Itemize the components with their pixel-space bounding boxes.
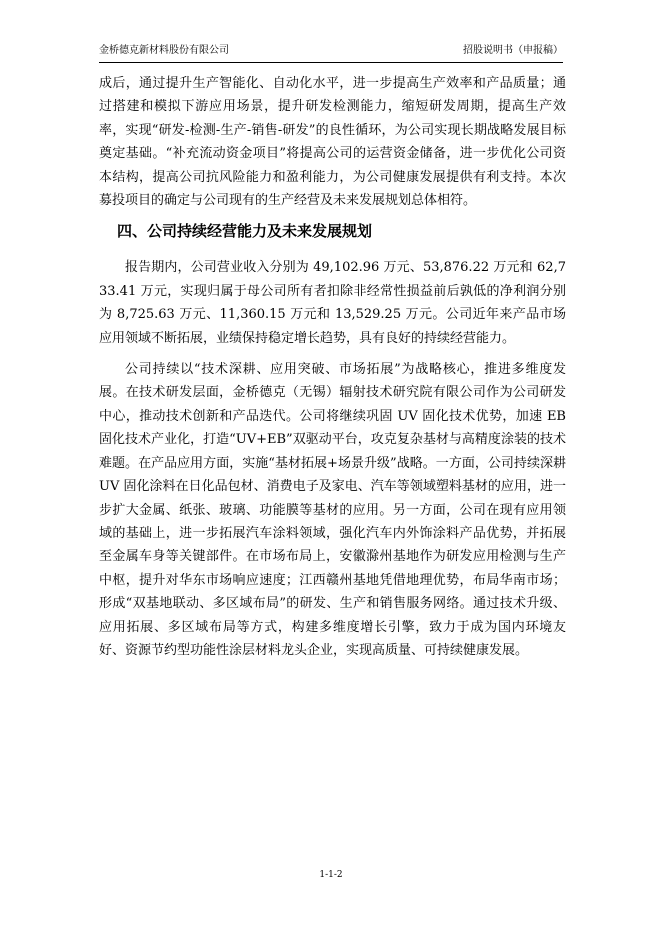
section-heading: 四、公司持续经营能力及未来发展规划 [117, 222, 373, 241]
page-number: 1-1-2 [319, 870, 343, 880]
header-company-name: 金桥德克新材料股份有限公司 [99, 45, 229, 56]
paragraph-financial-performance: 报告期内，公司营业收入分别为 49,102.96 万元、53,876.22 万元和 62,733.41 万元，实现归属于母公司所有者扣除非经常性损益前后孰低的净利润分别为 8,725.63 万元、11,360.15 万元和 13,529.25 万元。公司近年来产品市场应用领域不断拓展，业绩保持稳定增长趋势，具有良好的持续经营能力。 [99, 260, 566, 346]
paragraph-continuation: 成后，通过提升生产智能化、自动化水平，进一步提高生产效率和产品质量；通过搭建和模拟下游应用场景，提升研发检测能力，缩短研发周期，提高生产效率，实现“研发-检测-生产-销售-研发”的良性循环，为公司实现长期战略发展目标奠定基础。“补充流动资金项目”将提高公司的运营资金储备，进一步优化公司资本结构，提高公司抗风险能力和盈利能力，为公司健康发展提供有利支持。本次募投项目的确定与公司现有的生产经营及未来发展规划总体相符。 [99, 76, 566, 209]
page-header [99, 42, 563, 63]
page-body [99, 72, 566, 670]
page-footer [0, 868, 662, 882]
paragraph-development-strategy: 公司持续以“技术深耕、应用突破、市场拓展”为战略核心，推进多维度发展。在技术研发层面，金桥德克（无锡）辐射技术研究院有限公司作为公司研发中心，推动技术创新和产品迭代。公司将继续巩固 UV 固化技术优势，加速 EB 固化技术产业化，打造“UV+EB”双驱动平台，攻克复杂基材与高精度涂装的技术难题。在产品应用方面，实施“基材拓展+场景升级”战略。一方面，公司持续深耕 UV 固化涂料在日化品包材、消费电子及家电、汽车等领域塑料基材的应用，进一步扩大金属、纸张、玻璃、功能膜等基材的应用。另一方面，公司在现有应用领域的基础上，进一步拓展汽车涂料领域，强化汽车内外饰涂料产品优势，并拓展至金属车身等关键部件。在市场布局上，安徽滁州基地作为研发应用检测与生产中枢，提升对华东市场响应速度；江西赣州基地凭借地理优势，布局华南市场；形成“双基地联动、多区域布局”的研发、生产和销售服务网络。通过技术升级、应用拓展、多区域布局等方式，构建多维度增长引擎，致力于成为国内环境友好、资源节约型功能性涂层材料龙头企业，实现高质量、可持续健康发展。 [99, 362, 566, 658]
header-document-title: 招股说明书（申报稿） [463, 45, 563, 56]
